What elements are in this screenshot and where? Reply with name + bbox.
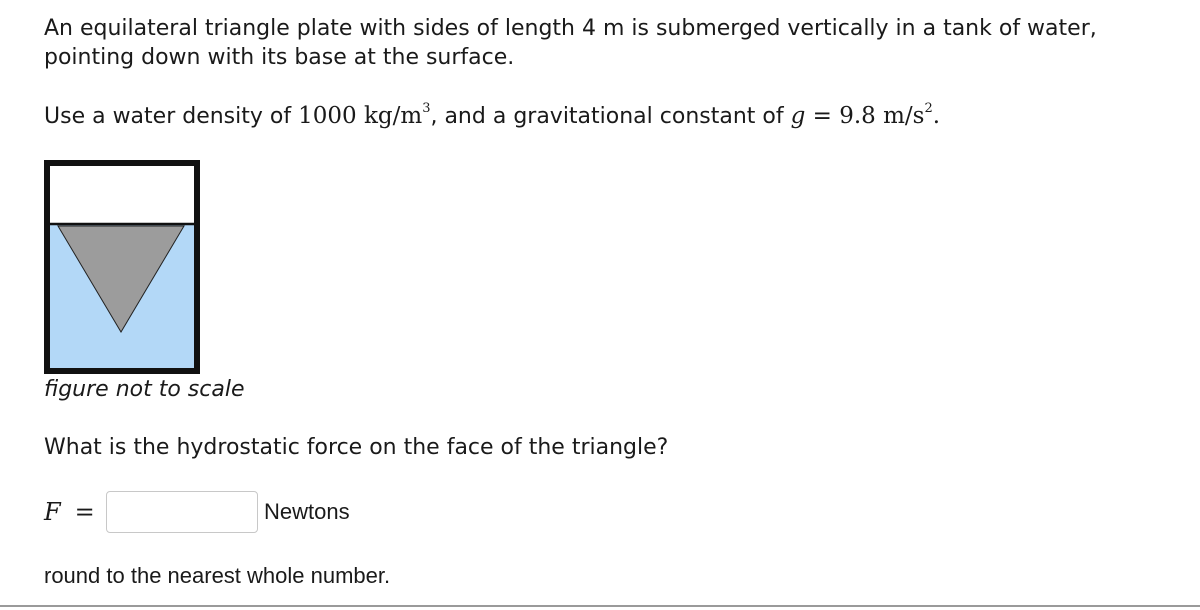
rounding-note: round to the nearest whole number. xyxy=(44,563,391,588)
constants-statement xyxy=(44,102,940,131)
gravity-value: g = 9.8 $m/s^2$. xyxy=(790,101,941,129)
problem-statement-line-2: pointing down with its base at the surface. xyxy=(44,45,515,70)
density-value: 1000 $kg/m^3$ xyxy=(298,101,431,129)
force-variable: F xyxy=(44,498,61,526)
unit-label: Newtons xyxy=(264,499,350,524)
force-label xyxy=(44,498,106,526)
density-suffix: , and a gravitational constant of xyxy=(430,104,791,129)
figure-caption: figure not to scale xyxy=(44,377,245,402)
density-exponent: 3 xyxy=(422,101,431,116)
gravity-symbol: g xyxy=(790,103,806,129)
density-prefix: Use a water density of xyxy=(44,104,299,129)
problem-statement-line-1: An equilateral triangle plate with sides of length 4 m is submerged vertically in a tank of water, xyxy=(44,16,1097,41)
answer-row xyxy=(44,488,350,536)
gravity-exponent: 2 xyxy=(924,101,933,116)
tank-diagram xyxy=(44,160,200,374)
bottom-divider xyxy=(0,605,1200,607)
air-region xyxy=(50,166,194,224)
equals-sign: = xyxy=(74,498,95,526)
force-answer-input[interactable] xyxy=(106,491,258,533)
question-text: What is the hydrostatic force on the face of the triangle? xyxy=(44,435,669,460)
